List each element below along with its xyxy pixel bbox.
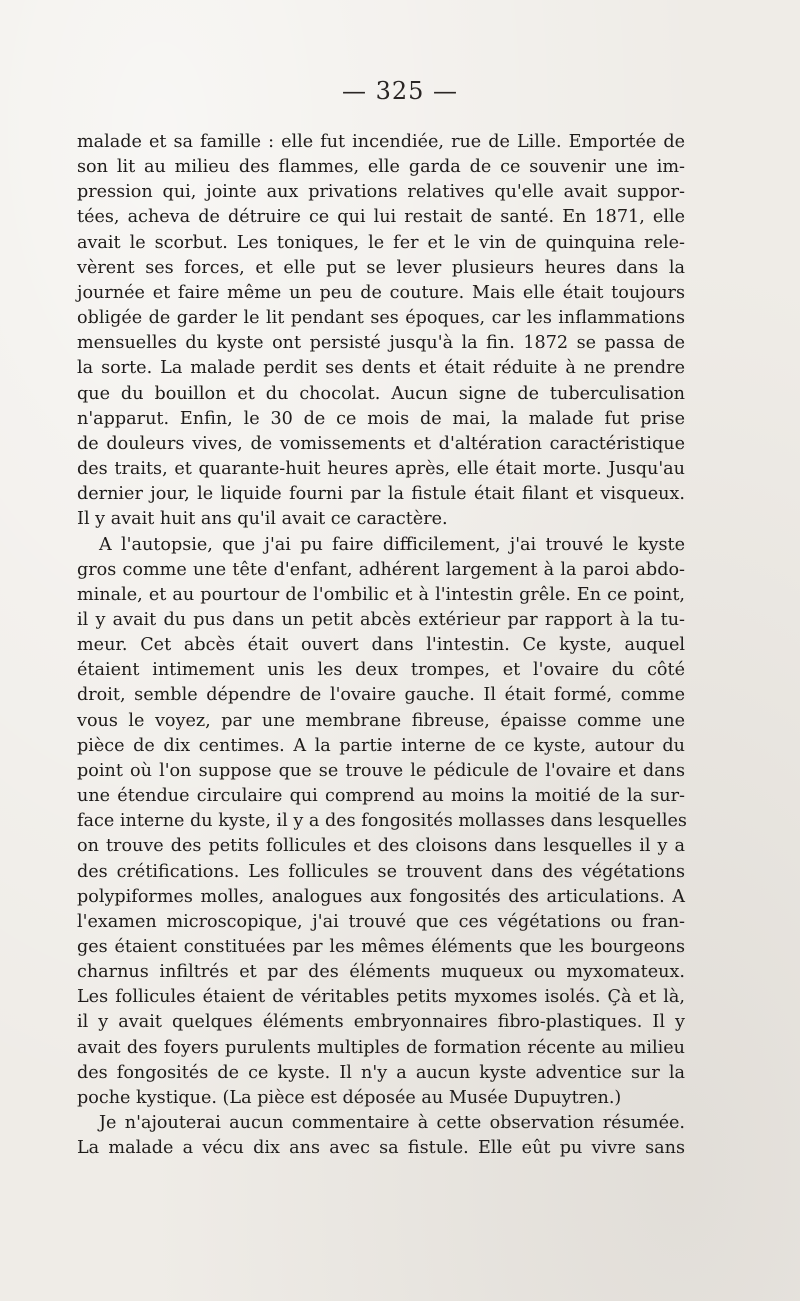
text-line: malade et sa famille : elle fut incendiée, rue de Lille. Emportée de — [77, 132, 685, 152]
paragraph-3 — [77, 1111, 685, 1161]
text-line: dernier jour, le liquide fourni par la fistule était filant et visqueux. — [77, 484, 685, 505]
text-line: droit, semble dépendre de l'ovaire gauche. Il était formé, comme — [77, 685, 685, 706]
text-line: minale, et au pourtour de l'ombilic et à l'intestin grêle. En ce point, — [77, 584, 685, 605]
text-line: il y avait du pus dans un petit abcès extérieur par rapport à la tu- — [77, 609, 685, 630]
paragraph-1 — [77, 130, 685, 533]
text-line: pièce de dix centimes. A la partie interne de ce kyste, autour du — [77, 735, 685, 756]
text-line: point où l'on suppose que se trouve le pédicule de l'ovaire et dans — [77, 760, 685, 781]
text-line: Les follicules étaient de véritables petits myxomes isolés. Çà et là, — [77, 987, 685, 1008]
text-line: des fongosités de ce kyste. Il n'y a aucun kyste adventice sur la — [77, 1062, 685, 1083]
text-line: tées, acheva de détruire ce qui lui restait de santé. En 1871, elle — [77, 207, 685, 228]
text-line: meur. Cet abcès était ouvert dans l'intestin. Ce kyste, auquel — [77, 635, 685, 656]
text-line: journée et faire même un peu de couture. Mais elle était toujours — [77, 282, 685, 303]
text-line: La malade a vécu dix ans avec sa fistule. Elle eût pu vivre sans — [77, 1138, 685, 1159]
text-line: charnus infiltrés et par des éléments muqueux ou myxomateux. — [77, 962, 685, 983]
text-line: n'apparut. Enfin, le 30 de ce mois de mai, la malade fut prise — [77, 408, 685, 429]
text-line: de douleurs vives, de vomissements et d'altération caractéristique — [77, 433, 685, 454]
text-line: on trouve des petits follicules et des cloisons dans lesquelles il y a — [77, 836, 685, 857]
text-line: Il y avait huit ans qu'il avait ce caractère. — [77, 509, 448, 530]
text-line: Je n'ajouterai aucun commentaire à cette observation résumée. — [99, 1113, 685, 1134]
text-line: il y avait quelques éléments embryonnaires fibro-plastiques. Il y — [77, 1012, 685, 1033]
text-line: gros comme une tête d'enfant, adhérent largement à la paroi abdo- — [77, 559, 685, 580]
text-line: des traits, et quarante-huit heures après, elle était morte. Jusqu'au — [77, 459, 685, 480]
text-line: avait le scorbut. Les toniques, le fer et le vin de quinquina rele- — [77, 232, 685, 253]
text-line: obligée de garder le lit pendant ses époques, car les inflammations — [77, 308, 685, 329]
paragraph-2 — [77, 533, 685, 1112]
text-line: avait des foyers purulents multiples de formation récente au milieu — [77, 1037, 685, 1058]
text-line: vèrent ses forces, et elle put se lever plusieurs heures dans la — [77, 257, 685, 278]
body-text — [77, 130, 685, 1161]
text-line: l'examen microscopique, j'ai trouvé que ces végétations ou fran- — [77, 911, 685, 932]
text-line: des crétifications. Les follicules se trouvent dans des végétations — [77, 861, 685, 882]
text-line: la sorte. La malade perdit ses dents et était réduite à ne prendre — [77, 358, 685, 379]
text-line: A l'autopsie, que j'ai pu faire difficilement, j'ai trouvé le kyste — [99, 534, 685, 555]
text-line: une étendue circulaire qui comprend au moins la moitié de la sur- — [77, 786, 685, 807]
text-line: étaient intimement unis les deux trompes, et l'ovaire du côté — [77, 660, 685, 681]
text-line: poche kystique. (La pièce est déposée au Musée Dupuytren.) — [77, 1087, 622, 1108]
text-line: ges étaient constituées par les mêmes éléments que les bourgeons — [77, 937, 685, 957]
text-line: face interne du kyste, il y a des fongosités mollasses dans lesquelles — [77, 811, 687, 832]
text-line: son lit au milieu des flammes, elle garda de ce souvenir une im- — [77, 157, 685, 178]
text-line: vous le voyez, par une membrane fibreuse, épaisse comme une — [77, 710, 685, 731]
text-line: pression qui, jointe aux privations relatives qu'elle avait suppor- — [77, 182, 685, 203]
page-number: — 325 — — [341, 77, 459, 105]
text-line: polypiformes molles, analogues aux fongosités des articulations. A — [77, 886, 685, 907]
text-line: que du bouillon et du chocolat. Aucun signe de tuberculisation — [77, 383, 685, 404]
text-line: mensuelles du kyste ont persisté jusqu'à la fin. 1872 se passa de — [77, 333, 685, 354]
